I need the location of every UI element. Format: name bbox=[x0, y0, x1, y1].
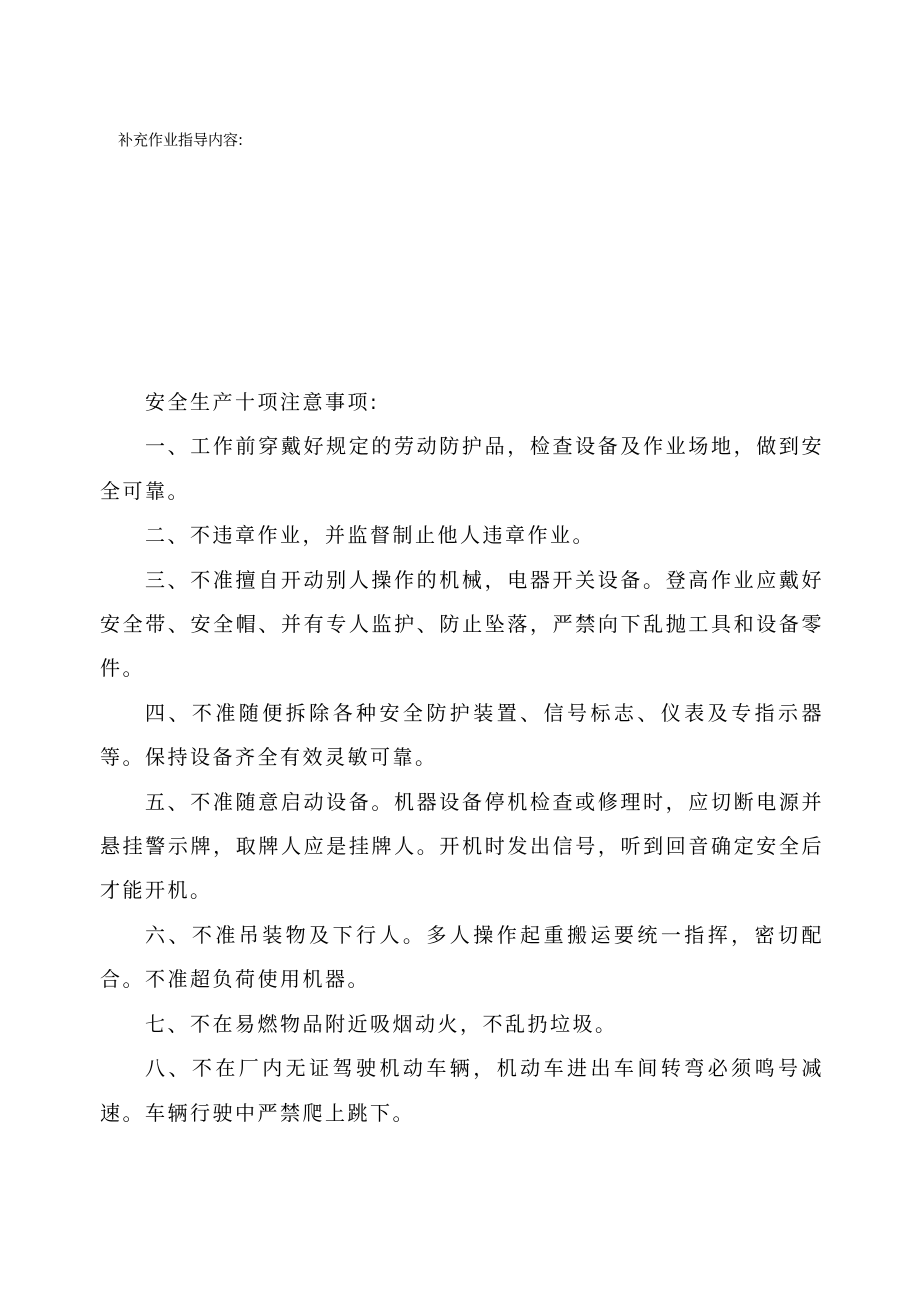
safety-item-6: 六、不准吊装物及下行人。多人操作起重搬运要统一指挥，密切配合。不准超负荷使用机器。 bbox=[100, 922, 824, 992]
safety-item-8: 八、不在厂内无证驾驶机动车辆，机动车进出车间转弯必须鸣号减速。车辆行驶中严禁爬上跳下。 bbox=[100, 1056, 824, 1125]
supplement-guidance-label: 补充作业指导内容: bbox=[118, 131, 244, 149]
safety-notice-title: 安全生产十项注意事项: bbox=[145, 390, 380, 414]
safety-item-2: 二、不违章作业，并监督制止他人违章作业。 bbox=[145, 523, 595, 548]
safety-item-5: 五、不准随意启动设备。机器设备停机检查或修理时，应切断电源并悬挂警示牌，取牌人应是挂牌人。开机时发出信号，听到回音确定安全后才能开机。 bbox=[100, 789, 824, 903]
safety-item-7: 七、不在易燃物品附近吸烟动火，不乱扔垃圾。 bbox=[145, 1011, 618, 1036]
safety-notice-section bbox=[100, 380, 824, 1135]
safety-item-1: 一、工作前穿戴好规定的劳动防护品，检查设备及作业场地，做到安全可靠。 bbox=[100, 434, 824, 503]
safety-item-4: 四、不准随便拆除各种安全防护装置、信号标志、仪表及专指示器等。保持设备齐全有效灵敏可靠。 bbox=[100, 700, 824, 770]
safety-item-3: 三、不准擅自开动别人操作的机械，电器开关设备。登高作业应戴好安全带、安全帽、并有专人监护、防止坠落，严禁向下乱抛工具和设备零件。 bbox=[100, 567, 824, 681]
